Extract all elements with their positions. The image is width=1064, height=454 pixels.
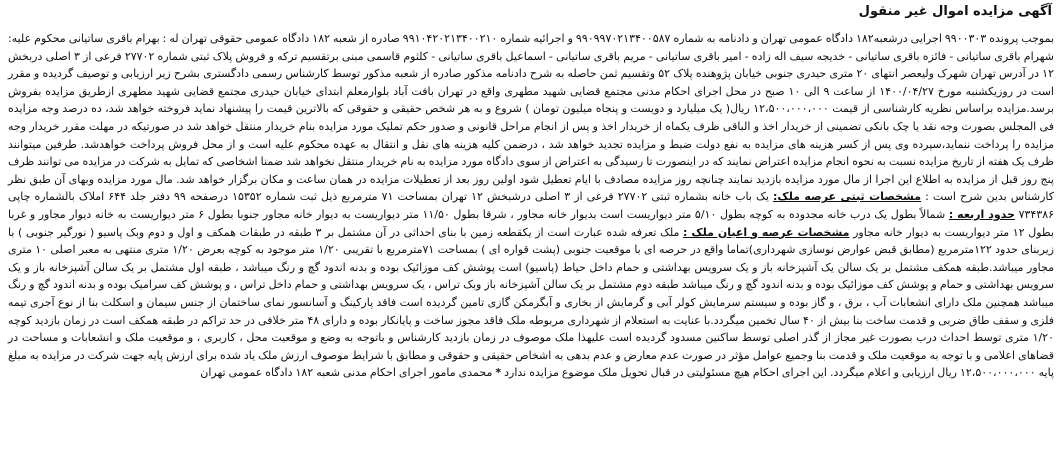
- property-specs-text: ملک تعرفه شده عبارت است از یکقطعه زمین با بنای احداثی در آن مشتمل بر ۳ طبقه در طبقات همکف و اول و دوم وبک پاسیو ( نورگیر جنوبی ) با زیربنای حدود ۱۲۲مترمربع (مطابق قبض عوارض نوسازی شهرداری)تماما واقع در حرصه ای با موقعیت جنوبی (پشت قواره ای ) بمساحت ۷۱مترمربع با تقریبی ۱/۲۰ متر موجود به کوچه بعرض ۱/۲۰ متری منتهی به معبر اصلی ۱۰ متری مجاور میباشد.طبقه همکف مشتمل بر یک سالن یک آشپزخانه باز و یک سرویس بهداشتی و حمام داخل حیاط (پاسیو) است پوشش کف موزائیک بوده و بدنه اندود گچ و رنگ میباشد ، طبقه اول مشتمل بر یک سالن آشپزخانه باز و یک سرویس بهداشتی و حمام و پوشش کف موزائیک بوده و بدنه اندود گچ و رنگ میباشد طبقه دوم مشتمل بر یک سالن آشپزخانه باز وبک تراس ، یک سرویس بهداشتی و حمام داخل تراس ، و پوشش کف سرامیک بوده و بدنه اندود گچ و رنگ میباشد همچنین ملک دارای انشعابات آب ، برق ، و گاز بوده و سیستم سرمایش کولر آبی و گرمایش از بخاری و آبگرمکن گازی تامین گردیده است فاقد پارکینگ و آسانسور نمای ساختمان از جنس سیمان و اسکلت بنا از نوع آجری تیمه فلزی و سقف طاق ضربی و قدمت ساخت بنا بیش از ۴۰ سال تخمین میگردد.با عنایت به استعلام از شهرداری مربوطه ملک فاقد مجوز ساخت و پایانکار بوده و دارای ۴۸ متر خلافی در حد تراکم در طبقه همکف است در زمان بازدید کوچه ۱/۲۰ متری توسط احداث درب بصورت غیر مجاز از گذر اصلی توسط ساکنین مسدود گردیده است علیهذا ملک موصوف در زمان بازدید کارشناس و باتوجه به وضع و موقعیت محل ، کاربری ، و موقعیت ملک و انشعابات و مساحت در قضاهای اعلامی و با توجه به موقعیت ملک و قدمت بنا وجمیع عوامل مؤثر در صورت عدم معارض و عدم بدهی به اشخاص حقیقی و حقوقی و مطابق با شرایط موصوف ارزش ملک یاد شده برای ارزش پایه جهت شرکت در مزایده به مبلغ پایه ۱۲،۵۰۰،۰۰۰،۰۰۰ ریال ارزیابی و اعلام میگردد. این اجرای احکام هیچ مسئولیتی در قبال تحویل ملک موضوع مزایده ندارد: [8, 225, 1055, 380]
- registration-heading: مشخصات ثبتی عرصه ملک:: [773, 190, 922, 204]
- property-specs-heading: مشخصات عرصه و اعیان ملک :: [683, 225, 850, 239]
- notice-title: آگهی مزایده اموال غیر منقول: [858, 4, 1052, 19]
- signature-text: محمدی مامور اجرای احکام مدنی شعبه ۱۸۲ دادگاه عمومی تهران: [200, 366, 493, 380]
- boundaries-text: شمالاً بطول یک درب خانه مجدوده به کوچه بطول ۵/۱۰ متر دیواریست است بدیوار خانه مجاور ، شرقا بطول ۱۱/۵۰ متر دیواریست به دیوار خانه مجاور جنوبا بطول ۶ متر دیواریست به خانه دیوار مجاور و غربا بطول ۱۲ متر دیواریست به دیوار خانه مجاور: [8, 207, 1054, 239]
- notice-body: [8, 30, 1054, 452]
- notice-paragraph-intro: بموجب پرونده ۹۹۰۰۳۰۳ اجرایی درشعبه۱۸۲ دادگاه عمومی تهران و دادنامه به شماره ۹۹۰۹۹۷۰۲۱۳۴۰۰۵۸۷ و اجرائیه شماره ۹۹۱۰۴۲۰۲۱۳۴۰۰۲۱۰ صادره از شعبه ۱۸۲ دادگاه عمومی حقوقی تهران له : بهرام باقری ساتیانی محکوم علیه: شهرام باقری ساتیانی - فائزه باقری ساتیانی - خدیجه سیف اله زاده - امیر باقری ساتیانی - مریم باقری ساتیانی - اسماعیل باقری ساتیانی - کلثوم قاسمی مبنی برتقسیم ترکه و فروش پلاک ثبتی شماره ۲۷۷۰۲ فرعی از ۳ اصلی دربخش ۱۲ در آدرس تهران شهرک ولیعصر انتهای ۲۰ متری حیدری جنوبی خیابان پژوهنده پلاک ۵۲ وتقسیم ثمن حاصله به شرح دادنامه مذکور صادره از شعبه مذکور توسط کارشناس رسمی دادگستری بشرح زیر ارزیابی و توصیف گردیده و مقرر است در روزیکشنبه مورخ ۱۴۰۰/۰۴/۲۷ از ساعت ۹ الی ۱۰ صبح در محل اجرای احکام مدنی مجتمع قضایی شهید مطهری واقع در تهران بافت آباد بلوارمعلم ابتدای خیابان حیدری مجتمع قضایی شهید مطهری ازطریق مزایده بفروش برسد.مزایده براساس نظریه کارشناسی از قیمت ۱۲،۵۰۰،۰۰۰،۰۰۰ ریال( یک میلیارد و دویست و پنجاه میلیون تومان ) شروع و به هر شخص حقیقی و حقوقی که بالاترین قیمت را پیشنهاد نماید فروخته خواهد شد، ده درصد وجه مزایده فی المجلس بصورت وجه نقد یا چک بانکی تضمینی از خریدار اخذ و الباقی ظرف یکماه از خریدار اخذ و پس از انجام مراحل قانونی و صدور حکم تملیک مورد مزایده بنام خریدار منتقل خواهد شد در صورتیکه در مهلت مقرر خریدار وجه مزایده را پرداخت ننماید،سپرده وی پس از کسر هزینه های مزایده به نفع دولت ضبط و مزایده تجدید خواهد شد ، درضمن کلیه هزینه های نقل و انتقال به عهده محکوم علیه است و از محل فروش پرداخت خواهدشد. طرفین میتوانند ظرف یک هفته از تاریخ مزایده نسبت به نحوه انجام مزایده اعتراض نمایند که در اینصورت تا رسیدگی به اعتراض از سوی دادگاه مورد مزایده به نام خریدار منتقل نخواهد شد ضمنا اشخاصی که تمایل به شرکت در مزایده می توانند ظرف پنج روز قبل از مزایده به اطلاع این اجرا از مال مورد مزایده بازدید نمایند چنانچه روز مزایده مصادف با ایام تعطیل شود اولین روز بعد از تعطیلات مزایده در همان ساعت و مکان برگزار خواهد شد. مال مورد مزایده وبهای آن طبق نظر کارشناس بدین شرح است :: [8, 32, 1055, 204]
- boundaries-heading: حدود اربعه :: [948, 207, 1015, 221]
- signature-marker: *: [495, 366, 502, 380]
- registration-text: یک باب خانه بشماره ثبتی ۲۷۷۰۲ فرعی از ۳ اصلی درشبخش ۱۲ تهران بمساحت ۷۱ مترمربع ذیل ثبت شماره ۱۵۳۵۲ درصفحه ۹۹ دفتر جلد ۶۴۴ املاک بالشماره چاپی ۷۳۴۳۸۶: [8, 190, 1055, 221]
